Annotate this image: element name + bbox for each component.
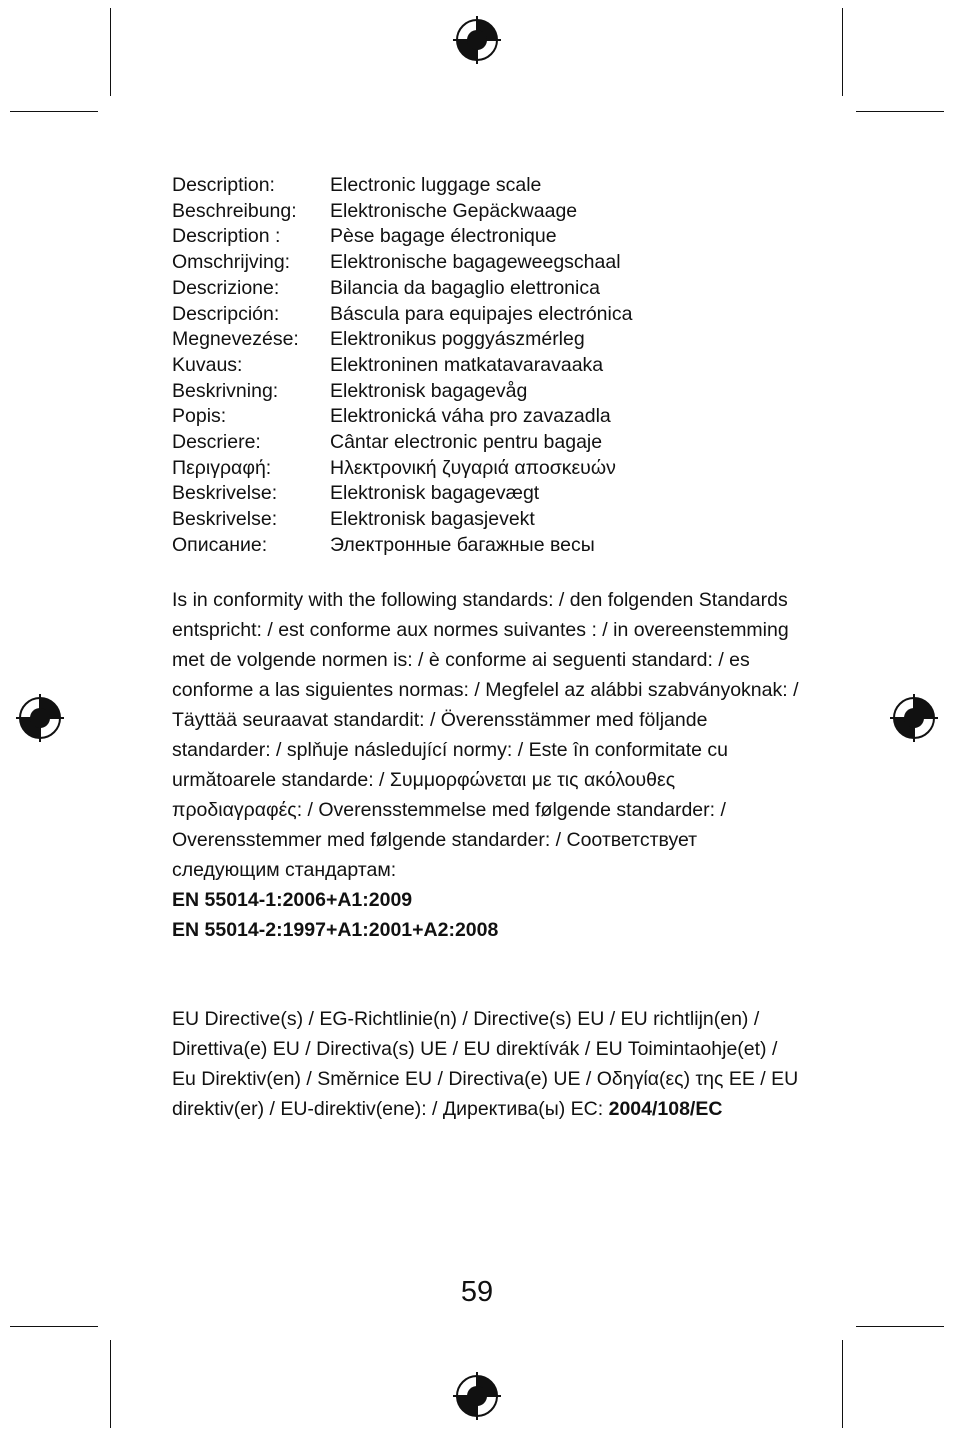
directive-text: EU Directive(s) / EG-Richtlinie(n) / Directive(s) EU / EU richtlijn(en) / Direttiva(e) EU / Directiva(s) UE / EU direktívák / EU Toimintaohje(et) / Eu Direktiv(en) / Směrnice EU / Directiva(e) UE / Οδηγία(ες) της ΕΕ / EU direktiv(er) / EU-direktiv(ene): / Директива(ы) ЕС:: [172, 1008, 799, 1120]
description-value: Elektronikus poggyászmérleg: [330, 328, 585, 351]
description-row: [172, 404, 632, 430]
description-value: Pèse bagage électronique: [330, 225, 557, 248]
description-label: Beschreibung:: [172, 199, 297, 222]
description-label: Beskrivning:: [172, 379, 279, 402]
description-value: Cântar electronic pentru bagaje: [330, 431, 603, 454]
description-label: Описание:: [172, 533, 268, 556]
description-label: Description:: [172, 174, 275, 196]
standard-1: EN 55014-1:2006+A1:2009: [172, 889, 413, 911]
crop-mark-bottom-left-horizontal: [10, 1326, 98, 1327]
description-label: Περιγραφή:: [172, 456, 272, 479]
description-value: Elektronisk bagagevåg: [330, 379, 528, 402]
crop-mark-top-left-vertical: [110, 8, 111, 96]
description-row: [172, 430, 632, 456]
description-value: Electronic luggage scale: [330, 174, 542, 196]
description-label: Kuvaus:: [172, 353, 243, 376]
registration-mark-top-icon: [453, 16, 501, 64]
description-value: Elektroninen matkatavaravaaka: [330, 353, 604, 376]
crop-mark-bottom-left-vertical: [110, 1340, 111, 1428]
registration-mark-right-icon: [890, 694, 938, 742]
description-row: [172, 456, 632, 482]
crop-mark-bottom-right-vertical: [842, 1340, 843, 1428]
description-row: [172, 224, 632, 250]
crop-mark-top-left-horizontal: [10, 111, 98, 112]
conformity-paragraph: [172, 585, 802, 945]
registration-mark-left-icon: [16, 694, 64, 742]
conformity-text: Is in conformity with the following standards: / den folgenden Standards entspricht: / est conforme aux normes suivantes : / in overeenstemming met de volgende normen is: / è conforme ai seguenti standard: / es conforme a las siguientes normas: / Megfelel az alábbi szabványoknak: / Täyttää seuraavat standardit: / Överensstämmer med följande standarder: / splňuje následující normy: / Este în conformitate cu următoarele standarde: / Συμμορφώνεται με τις ακόλουθες προδιαγραφές: / Overensstemmelse med følgende standarder: / Overensstemmer med følgende standarder: / Соответствует следующим стандартам:: [172, 589, 799, 881]
description-value: Ηλεκτρονική ζυγαριά αποσκευών: [330, 456, 616, 479]
description-row: [172, 507, 632, 533]
description-row: [172, 276, 632, 302]
description-row: [172, 199, 632, 225]
description-value: Báscula para equipajes electrónica: [330, 302, 633, 325]
description-row: [172, 353, 632, 379]
description-label: Descripción:: [172, 302, 280, 325]
description-label: Beskrivelse:: [172, 482, 278, 505]
registration-mark-bottom-icon: [453, 1372, 501, 1420]
description-label: Descriere:: [172, 431, 261, 454]
directive-number: 2004/108/EC: [608, 1098, 723, 1120]
description-value: Elektronisk bagagevægt: [330, 482, 540, 505]
page-number: 59: [460, 1276, 494, 1308]
description-row: [172, 379, 632, 405]
description-value: Bilancia da bagaglio elettronica: [330, 276, 600, 299]
description-label: Popis:: [172, 405, 227, 428]
description-row: [172, 250, 632, 276]
description-label: Omschrijving:: [172, 251, 291, 274]
directive-paragraph: [172, 1004, 802, 1124]
crop-mark-top-right-vertical: [842, 8, 843, 96]
crop-mark-top-right-horizontal: [856, 111, 944, 112]
description-value: Elektronische Gepäckwaage: [330, 199, 578, 222]
description-row: [172, 533, 632, 559]
description-label: Beskrivelse:: [172, 508, 278, 531]
description-value: Elektronická váha pro zavazadla: [330, 405, 611, 428]
description-value: Elektronische bagageweegschaal: [330, 251, 621, 274]
description-label: Megnevezése:: [172, 328, 299, 351]
description-row: [172, 327, 632, 353]
crop-mark-bottom-right-horizontal: [856, 1326, 944, 1327]
description-label: Descrizione:: [172, 276, 280, 299]
standard-2: EN 55014-2:1997+A1:2001+A2:2008: [172, 919, 499, 941]
description-value: Электронные багажные весы: [330, 533, 595, 556]
description-label: Description :: [172, 225, 281, 248]
description-row: [172, 481, 632, 507]
description-row: [172, 302, 632, 328]
description-value: Elektronisk bagasjevekt: [330, 508, 535, 531]
description-row: [172, 173, 632, 199]
description-table: [172, 173, 632, 559]
